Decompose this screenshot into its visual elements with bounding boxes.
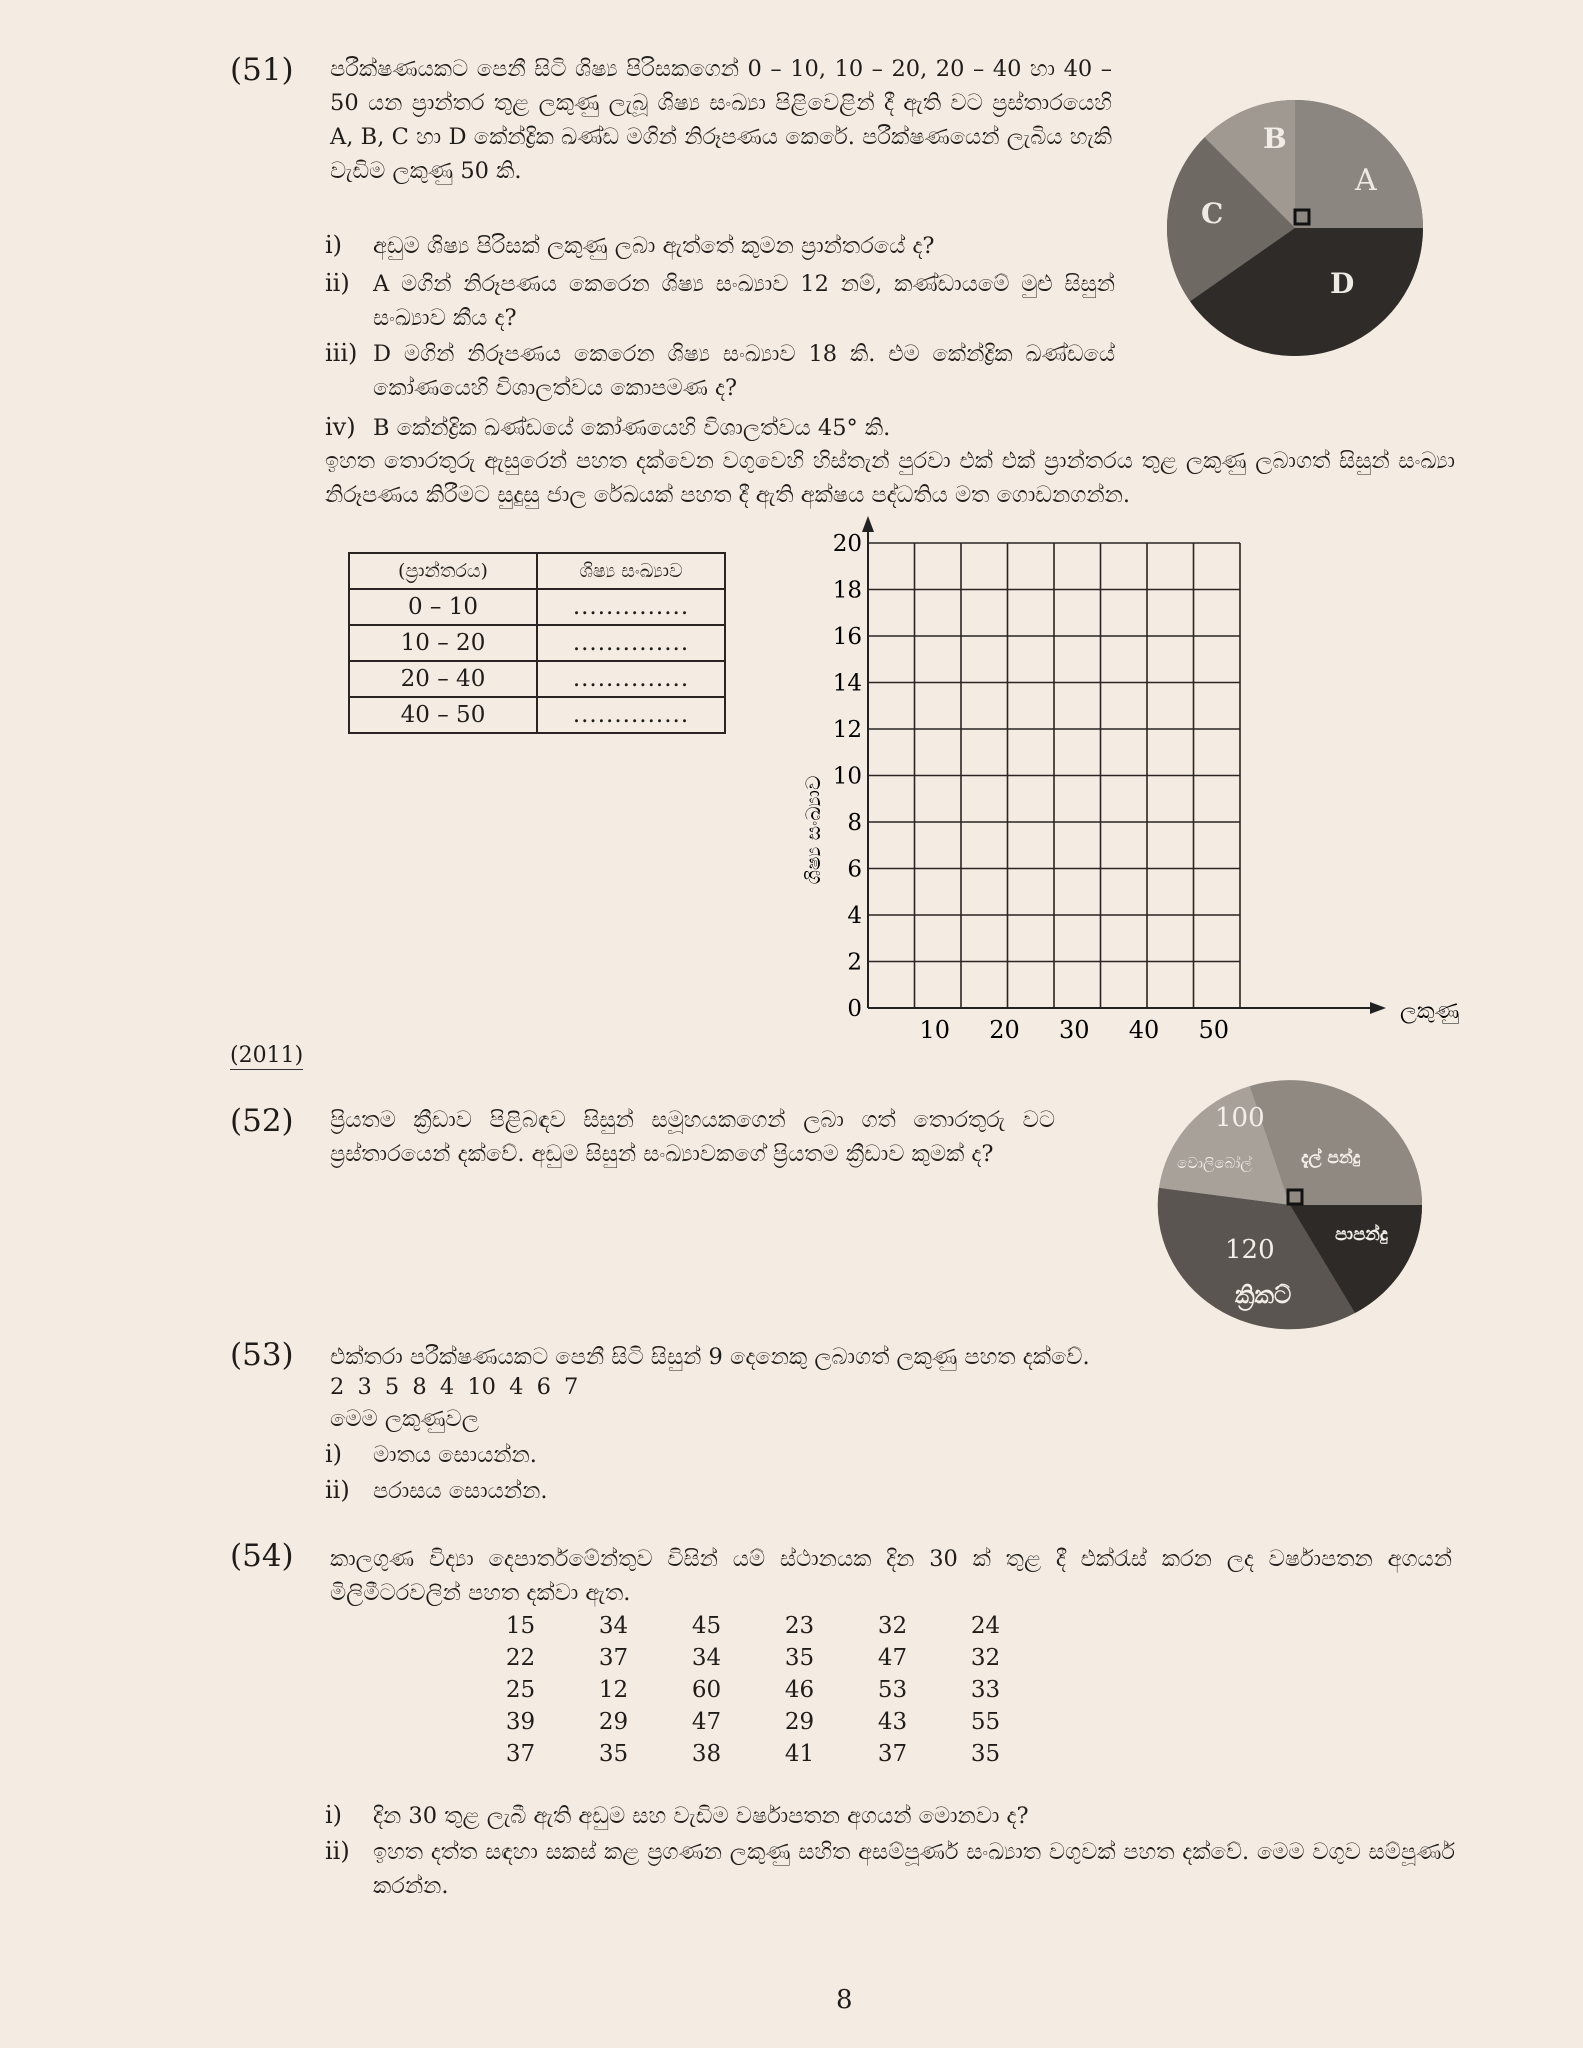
- q51-part-iv-label: iv): [325, 413, 356, 441]
- y-tick-labels: [833, 531, 862, 1022]
- y-tick-label: 20: [832, 531, 862, 557]
- x-axis-arrow-icon: [1370, 1002, 1386, 1014]
- y-tick-label: 0: [847, 996, 862, 1022]
- pie-label-b: B: [1263, 122, 1287, 155]
- q51-part-ii-text: A මගින් නිරූපණය කෙරෙන ශිෂ්‍ය සංඛ්‍යාව 12 නම්, කණ්ඩායමේ මුළු සිසුන් සංඛ්‍යාව කීය ද?: [373, 271, 1115, 331]
- q51-part-iii: [325, 336, 1115, 405]
- rainfall-value: 37: [877, 1741, 908, 1767]
- table-row: [474, 1642, 1032, 1674]
- rainfall-value: 23: [784, 1613, 815, 1639]
- q51-part-ii-label: ii): [325, 269, 350, 297]
- table-row: [474, 1610, 1032, 1642]
- y-tick-label: 10: [832, 763, 862, 790]
- table-cell-count: ..............: [537, 589, 725, 625]
- y-tick-label: 16: [832, 624, 862, 650]
- rainfall-value: 35: [970, 1741, 1001, 1767]
- rainfall-value: 29: [598, 1709, 629, 1735]
- pie-label-c: C: [1201, 197, 1224, 230]
- x-tick-label: 20: [989, 1016, 1020, 1044]
- q51-part-ii: [325, 266, 1115, 335]
- q52-number: (52): [230, 1103, 294, 1139]
- q54-part-i-text: දින 30 තුළ ලැබී ඇති අඩුම සහ වැඩිම වර්ෂාපතන අගයන් මොනවා ද?: [373, 1803, 1029, 1829]
- x-tick-label: 40: [1128, 1016, 1160, 1044]
- y-tick-label: 18: [832, 577, 862, 604]
- rainfall-value: 32: [970, 1645, 1001, 1671]
- pie-label-cricket: ක්‍රිකට්: [1235, 1280, 1292, 1309]
- y-axis-arrow-icon: [862, 516, 874, 532]
- y-tick-label: 2: [847, 949, 862, 976]
- rainfall-value: 37: [505, 1741, 536, 1767]
- q52-pie-chart: [1155, 1078, 1425, 1333]
- table-header-interval: (ප්‍රාන්තරය): [349, 553, 537, 589]
- q54-part-ii-label: ii): [325, 1837, 350, 1865]
- rainfall-value: 34: [598, 1613, 629, 1639]
- pie-label-100: 100: [1215, 1103, 1265, 1133]
- q54-part-ii-text: ඉහත දත්ත සඳහා සකස් කළ ප්‍රගණන ලකුණු සහිත අසම්පූර්ණ සංඛ්‍යාත වගුවක් පහත දක්වේ. මෙම වගුව සම්පූර්ණ කරන්න.: [373, 1839, 1455, 1899]
- pie-label-volleyball: වොලිබෝල්: [1177, 1154, 1252, 1172]
- q51-frequency-table: [348, 552, 726, 734]
- table-row: [349, 625, 725, 661]
- table-cell-count: ..............: [537, 697, 725, 733]
- x-tick-label: 30: [1058, 1016, 1090, 1044]
- rainfall-value: 25: [505, 1677, 536, 1703]
- y-axis-label: ශිෂ්‍ය සංඛ්‍යාව: [801, 775, 825, 885]
- pie-label-a: A: [1355, 163, 1377, 198]
- q51-part-iii-label: iii): [325, 339, 358, 367]
- q51-part-iv-text: B කේන්ද්‍රික ඛණ්ඩයේ කෝණයෙහි විශාලත්වය 45° කි.: [373, 415, 891, 441]
- table-row: [349, 589, 725, 625]
- rainfall-value: 15: [505, 1613, 536, 1639]
- rainfall-value: 33: [970, 1677, 1001, 1703]
- rainfall-value: 35: [598, 1741, 629, 1767]
- rainfall-value: 29: [784, 1709, 815, 1735]
- rainfall-value: 38: [691, 1741, 722, 1767]
- rainfall-value: 41: [784, 1741, 815, 1767]
- q54-part-ii: [325, 1834, 1455, 1903]
- table-cell-interval: 20 – 40: [349, 661, 537, 697]
- year-label: (2011): [230, 1043, 304, 1068]
- rainfall-value: 24: [970, 1613, 1001, 1639]
- rainfall-value: 37: [598, 1645, 629, 1671]
- q51-part-i: [325, 228, 1125, 263]
- q53-part-ii-label: ii): [325, 1476, 350, 1504]
- rainfall-value: 22: [505, 1645, 536, 1671]
- table-cell-count: ..............: [537, 625, 725, 661]
- q53-part-i: [325, 1437, 537, 1472]
- grid-lines: [868, 543, 1240, 1008]
- y-tick-label: 6: [847, 856, 862, 883]
- page-number: 8: [836, 1985, 853, 2015]
- table-cell-count: ..............: [537, 661, 725, 697]
- table-cell-interval: 10 – 20: [349, 625, 537, 661]
- x-tick-label: 10: [919, 1016, 951, 1044]
- y-tick-label: 4: [847, 903, 862, 929]
- y-tick-label: 8: [847, 810, 862, 836]
- q51-pie-chart: [1165, 98, 1425, 358]
- q52-text: ප්‍රියතම ක්‍රීඩාව පිළිබඳව සිසුන් සමූහයකගෙන් ලබා ගත් තොරතුරු වට ප්‍රස්තාරයෙන් දක්වේ. අඩුම සිසුන් සංඛ්‍යාවකගේ ප්‍රියතම ක්‍රීඩාව කුමක් ද?: [330, 1107, 1055, 1167]
- q54-number: (54): [230, 1538, 294, 1574]
- table-header-count: ශිෂ්‍ය සංඛ්‍යාව: [537, 553, 725, 589]
- rainfall-value: 47: [877, 1645, 908, 1671]
- rainfall-value: 46: [784, 1677, 815, 1703]
- q53-intro: එක්තරා පරීක්ෂණයකට පෙනී සිටි සිසුන් 9 දෙනෙකු ලබාගත් ලකුණු පහත දක්වේ.: [330, 1344, 1090, 1370]
- q53-part-ii: [325, 1473, 548, 1508]
- pie-label-netball: දැල් පන්දු: [1301, 1148, 1361, 1168]
- rainfall-value: 35: [784, 1645, 815, 1671]
- y-tick-label: 14: [832, 670, 862, 697]
- q51-intro: පරීක්ෂණයකට පෙනී සිටි ශිෂ්‍ය පිරිසකගෙන් 0 – 10, 10 – 20, 20 – 40 හා 40 – 50 යන ප්‍රාන්තර තුළ ලකුණු ලැබූ ශිෂ්‍ය සංඛ්‍යා පිළිවෙළින් දී ඇති වට ප්‍රස්තාරයෙහි A, B, C හා D කේන්ද්‍රික ඛණ්ඩ මගින් නිරූපණය කෙරේ. පරීක්ෂණයෙන් ලැබිය හැකි වැඩිම ලකුණු 50 කි.: [330, 56, 1112, 184]
- y-tick-label: 12: [832, 717, 862, 743]
- pie-label-football: පාපන්දු: [1335, 1224, 1388, 1245]
- rainfall-value: 60: [691, 1677, 722, 1703]
- q53-part-i-label: i): [325, 1440, 343, 1468]
- q51-part-iv: [325, 410, 1125, 445]
- q51-instruction: ඉහත තොරතුරු ඇසුරෙන් පහත දක්වෙන වගුවෙහි හිස්තැන් පුරවා එක් එක් ප්‍රාන්තරය තුළ ලකුණු ලබාගත් සිසුන් සංඛ්‍යා නිරූපණය කිරීමට සුදුසු ජාල රේඛයක් පහත දී ඇති අක්ෂය පද්ධතිය මත ගොඩනගන්න.: [325, 448, 1455, 508]
- rainfall-value: 12: [598, 1677, 629, 1703]
- table-cell-interval: 0 – 10: [349, 589, 537, 625]
- rainfall-value: 32: [877, 1613, 908, 1639]
- pie-label-120: 120: [1225, 1235, 1275, 1265]
- rainfall-value: 47: [691, 1709, 722, 1735]
- table-row: [349, 661, 725, 697]
- q51-part-iii-text: D මගින් නිරූපණය කෙරෙන ශිෂ්‍ය සංඛ්‍යාව 18 කි. එම කේන්ද්‍රික ඛණ්ඩයේ කෝණයෙහි විශාලත්වය කොපමණ ද?: [373, 341, 1115, 401]
- q53-number: (53): [230, 1337, 294, 1373]
- q54-rainfall-table: [474, 1610, 1032, 1770]
- table-cell-interval: 40 – 50: [349, 697, 537, 733]
- rainfall-value: 43: [877, 1709, 908, 1735]
- table-row: [349, 697, 725, 733]
- q53-part-ii-text: පරාසය සොයන්න.: [373, 1478, 548, 1504]
- table-header-row: [349, 553, 725, 589]
- table-row: [474, 1738, 1032, 1770]
- q53-lead: මෙම ලකුණුවල: [330, 1406, 479, 1432]
- q53-part-i-text: මාතය සොයන්න.: [373, 1442, 537, 1468]
- table-row: [474, 1706, 1032, 1738]
- q51-axis-grid: [790, 510, 1480, 1050]
- pie-label-d: D: [1330, 267, 1355, 300]
- rainfall-value: 53: [877, 1677, 908, 1703]
- q51-part-i-label: i): [325, 231, 343, 259]
- q51-part-i-text: අඩුම ශිෂ්‍ය පිරිසක් ලකුණු ලබා ඇත්තේ කුමන ප්‍රාන්තරයේ ද?: [373, 233, 935, 259]
- q53-data: 2 3 5 8 4 10 4 6 7: [330, 1374, 579, 1400]
- table-row: [474, 1674, 1032, 1706]
- rainfall-value: 39: [505, 1709, 536, 1735]
- rainfall-value: 45: [691, 1613, 722, 1639]
- q54-part-i: [325, 1798, 1455, 1833]
- x-tick-labels: [919, 1016, 1229, 1044]
- x-tick-label: 50: [1198, 1016, 1230, 1044]
- q51-number: (51): [230, 52, 294, 88]
- rainfall-value: 34: [691, 1645, 722, 1671]
- x-axis-label: ලකුණු: [1400, 999, 1460, 1024]
- rainfall-value: 55: [970, 1709, 1001, 1735]
- q54-intro: කාලගුණ විද්‍යා දෙපාර්තමේන්තුව විසින් යම් ස්ථානයක දින 30 ක් තුළ දී එක්රැස් කරන ලද වර්ෂාපතන අගයන් මිලිමීටරවලින් පහත දක්වා ඇත.: [330, 1546, 1452, 1606]
- q54-part-i-label: i): [325, 1801, 343, 1829]
